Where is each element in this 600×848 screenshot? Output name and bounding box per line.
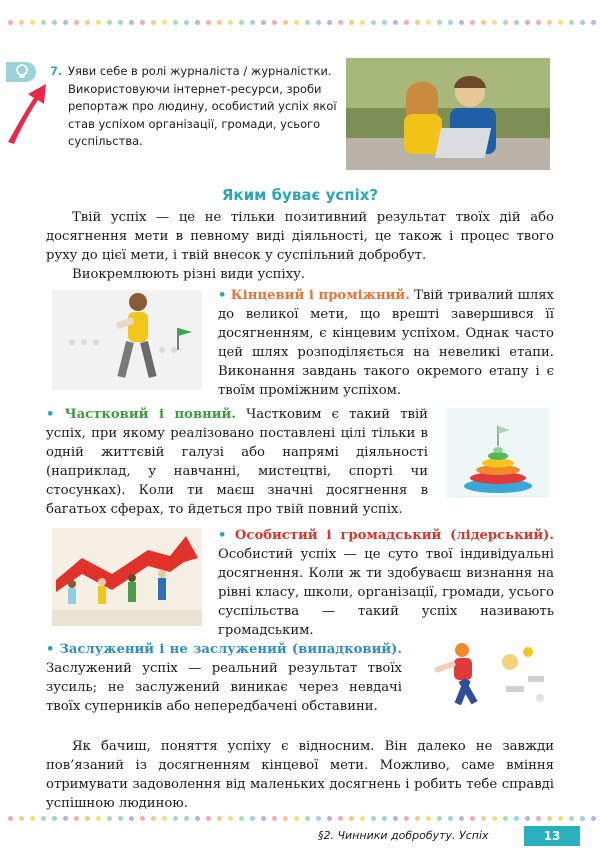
decorative-dot (305, 816, 310, 821)
decorative-dot (52, 20, 57, 25)
decorative-dot (305, 20, 310, 25)
decorative-dot (63, 816, 68, 821)
decorative-dot (272, 816, 277, 821)
decorative-dot (217, 816, 222, 821)
decorative-dot (426, 20, 431, 25)
decorative-dot (272, 20, 277, 25)
item-text-partial: Частковим є такий твій успіх, при якому реалізовано поставлені цілі тільки в одній життєвій галузі або напрямі діяльності (наприклад, у навчанні, мистецтві, спорті чи стосунках). Коли ти маєш значні досягнення в багатьох сферах, то йдеться про твій повний успіх. (46, 407, 428, 517)
decorative-dot (448, 20, 453, 25)
decorative-dot (30, 816, 35, 821)
bullet-icon: • (46, 642, 55, 657)
item-final-intermediate (218, 286, 554, 400)
decorative-dot (393, 816, 398, 821)
decorative-dot (426, 816, 431, 821)
decorative-dot (470, 20, 475, 25)
decorative-dot (63, 20, 68, 25)
decorative-dot (558, 816, 563, 821)
decorative-dot (536, 20, 541, 25)
decorative-dot (217, 20, 222, 25)
decorative-dot (492, 20, 497, 25)
running-girl-illustration (410, 636, 554, 722)
item-heading-deserved: Заслужений і не заслужений (випадковий). (59, 642, 402, 657)
decorative-dot (327, 20, 332, 25)
decorative-dot (239, 20, 244, 25)
decorative-dot (283, 20, 288, 25)
decorative-dot (118, 20, 123, 25)
task-number: 7. (50, 64, 63, 78)
decorative-dot (404, 20, 409, 25)
decorative-dot (151, 20, 156, 25)
decorative-dot (74, 816, 79, 821)
decorative-dot (173, 20, 178, 25)
decorative-dot (459, 816, 464, 821)
decorative-dot (316, 816, 321, 821)
decorative-dot (338, 816, 343, 821)
decorative-dot (393, 20, 398, 25)
decorative-dot (129, 816, 134, 821)
bullet-icon: • (218, 528, 227, 543)
decorative-dot (96, 816, 101, 821)
item-text-final: Твій тривалий шлях до великої мети, що врешті завершився її досягненням, є кінцевим успіхом. Однак часто цей шлях розподіляється на невеликі етапи. Виконання завдань такого окремого етапу і є твоїм проміжним успіхом. (218, 288, 554, 398)
decorative-dot (294, 816, 299, 821)
decorative-dot (349, 816, 354, 821)
decorative-dot (85, 816, 90, 821)
decorative-dot (536, 816, 541, 821)
decorative-dot (437, 816, 442, 821)
decorative-dot (195, 816, 200, 821)
decorative-dot (338, 20, 343, 25)
bullet-icon: • (218, 288, 227, 303)
decorative-dot (261, 20, 266, 25)
decorative-dot (250, 816, 255, 821)
decorative-dot (41, 816, 46, 821)
decorative-dot (382, 20, 387, 25)
decorative-dot (470, 816, 475, 821)
decorative-dot (19, 816, 24, 821)
decorative-dot (96, 20, 101, 25)
team-arrow-illustration (52, 528, 202, 626)
decorative-dot (404, 816, 409, 821)
decorative-dot (107, 20, 112, 25)
item-deserved-undeserved (46, 640, 402, 716)
decorative-dot (52, 816, 57, 821)
decorative-dot (85, 20, 90, 25)
item-heading-personal: Особистий і громадський (лідерський). (234, 528, 554, 543)
decorative-dot (569, 816, 574, 821)
decorative-dot (580, 816, 585, 821)
decorative-dot (151, 816, 156, 821)
decorative-dot (250, 20, 255, 25)
decorative-dot (360, 20, 365, 25)
intro-paragraph-2 (46, 265, 554, 284)
bottom-dotted-border (0, 816, 600, 824)
decorative-dot (206, 816, 211, 821)
decorative-dot (74, 20, 79, 25)
decorative-dot (360, 816, 365, 821)
decorative-dot (547, 816, 552, 821)
decorative-dot (41, 20, 46, 25)
decorative-dot (580, 20, 585, 25)
decorative-dot (261, 816, 266, 821)
top-dotted-border (0, 20, 600, 28)
decorative-dot (437, 20, 442, 25)
decorative-dot (195, 20, 200, 25)
footer-section: §2. Чинники добробуту. Успіх (318, 829, 489, 842)
decorative-dot (514, 20, 519, 25)
red-arrow-icon (4, 80, 48, 146)
decorative-dot (140, 816, 145, 821)
decorative-dot (228, 20, 233, 25)
decorative-dot (492, 816, 497, 821)
decorative-dot (558, 20, 563, 25)
decorative-dot (19, 20, 24, 25)
intro-text-1: Твій успіх — це не тільки позитивний результат твоїх дій або досягнення мети в певному виді діяльності, це також і процес твого руху до цієї мети, і твій внесок у суспільний добробут. (46, 210, 554, 263)
decorative-dot (371, 20, 376, 25)
decorative-dot (525, 20, 530, 25)
decorative-dot (239, 816, 244, 821)
decorative-dot (547, 20, 552, 25)
decorative-dot (591, 20, 596, 25)
item-text-personal: Особистий успіх — це суто твої індивідуальні досягнення. Коли ж ти здобуваєш визнання на рівні класу, школи, організації, громади, усього суспільства — такий успіх називають громадським. (218, 547, 554, 638)
decorative-dot (184, 20, 189, 25)
decorative-dot (140, 20, 145, 25)
pyramid-illustration (446, 408, 550, 498)
decorative-dot (118, 816, 123, 821)
intro-text-2: Виокремлюють різні види успіху. (72, 267, 306, 282)
decorative-dot (283, 816, 288, 821)
item-heading-partial: Частковий і повний. (64, 407, 236, 422)
decorative-dot (30, 20, 35, 25)
decorative-dot (107, 816, 112, 821)
decorative-dot (481, 816, 486, 821)
bullet-icon: • (46, 407, 55, 422)
item-partial-full (46, 405, 428, 519)
decorative-dot (415, 816, 420, 821)
decorative-dot (8, 816, 13, 821)
decorative-dot (327, 816, 332, 821)
decorative-dot (162, 816, 167, 821)
page-number: 13 (524, 826, 580, 846)
item-personal-public (218, 526, 554, 640)
decorative-dot (294, 20, 299, 25)
walking-to-flag-illustration (52, 290, 202, 390)
decorative-dot (569, 20, 574, 25)
students-laptop-photo (346, 58, 550, 170)
conclusion-paragraph (46, 737, 554, 813)
decorative-dot (129, 20, 134, 25)
decorative-dot (316, 20, 321, 25)
decorative-dot (184, 816, 189, 821)
section-title: Яким буває успіх? (221, 186, 379, 204)
decorative-dot (206, 20, 211, 25)
decorative-dot (382, 816, 387, 821)
decorative-dot (481, 20, 486, 25)
lightbulb-icon (6, 62, 36, 82)
intro-paragraph (46, 208, 554, 265)
item-text-deserved: Заслужений успіх — реальний результат твоїх зусиль; не заслужений виникає через невдачі твоїх суперників або непередбачені обставини. (46, 661, 402, 714)
decorative-dot (525, 816, 530, 821)
conclusion-text: Як бачиш, поняття успіху є відносним. Він далеко не завжди пов’язаний із досягненням кінцевої мети. Можливо, саме вміння отримувати задоволення від маленьких досягнень і робить тебе справді успішною людиною. (46, 739, 554, 811)
decorative-dot (415, 20, 420, 25)
decorative-dot (228, 816, 233, 821)
decorative-dot (173, 816, 178, 821)
decorative-dot (448, 816, 453, 821)
decorative-dot (459, 20, 464, 25)
decorative-dot (8, 20, 13, 25)
decorative-dot (591, 816, 596, 821)
decorative-dot (349, 20, 354, 25)
decorative-dot (503, 816, 508, 821)
decorative-dot (371, 816, 376, 821)
decorative-dot (162, 20, 167, 25)
decorative-dot (503, 20, 508, 25)
task-text: Уяви себе в ролі журналіста / журналістки. Використовуючи інтернет-ресурси, зроби репортаж про людину, особистий успіх якої став успіхом організації, громади, усього суспільства. (68, 64, 337, 148)
decorative-dot (514, 816, 519, 821)
item-heading-final: Кінцевий і проміжний. (230, 288, 410, 303)
